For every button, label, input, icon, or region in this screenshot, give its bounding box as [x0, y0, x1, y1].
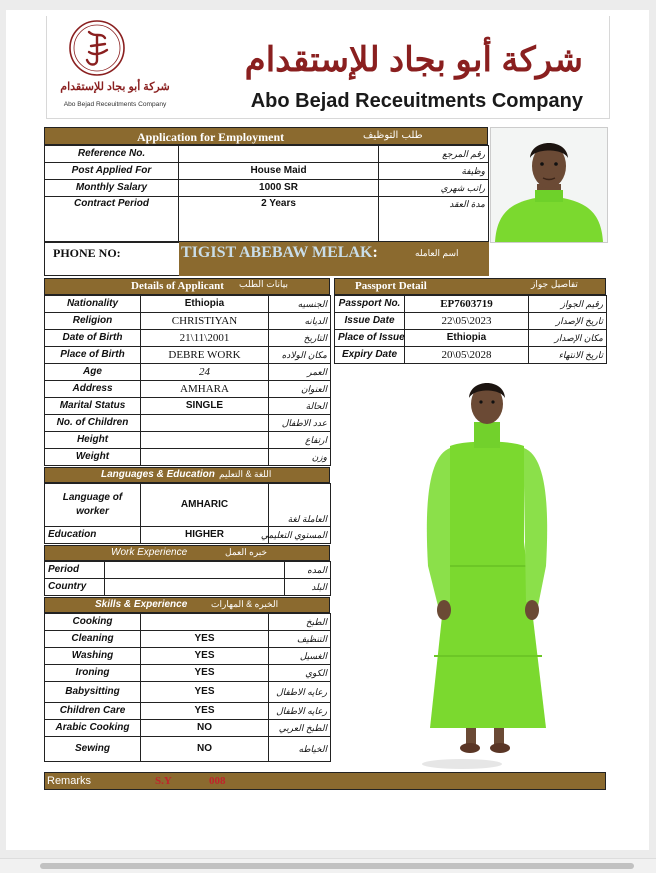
table-row [45, 614, 331, 631]
work-table [44, 561, 331, 596]
worker-name-text: TIGIST ABEBAW MELAK [181, 244, 373, 261]
phone-name-row [44, 242, 488, 276]
languages-table [44, 483, 331, 544]
arabic-cooking-label: Arabic Cooking [45, 720, 141, 737]
worker-name [181, 244, 378, 262]
cooking-label-arabic: الطبخ [269, 614, 331, 631]
education-label-arabic: المستوي التعليمي [269, 527, 331, 544]
company-name-english: Abo Bejad Receuitments Company [250, 90, 583, 112]
table-row [45, 330, 331, 347]
reference-label: Reference No. [45, 146, 179, 163]
marital-label: Marital Status [45, 398, 141, 415]
washing-value: YES [141, 648, 269, 665]
full-body-illustration-icon [334, 366, 606, 772]
address-value: AMHARA [141, 381, 269, 398]
country-value [105, 579, 285, 596]
passport-details-header [334, 278, 606, 295]
application-header [44, 127, 488, 145]
nationality-value: Ethiopia [141, 296, 269, 313]
languages-title: Languages & Education [101, 469, 215, 480]
table-row [335, 313, 607, 330]
address-label: Address [45, 381, 141, 398]
birthplace-value: DEBRE WORK [141, 347, 269, 364]
issue-place-value: Ethiopia [405, 330, 529, 347]
remarks-bar [44, 772, 606, 790]
table-row [45, 665, 331, 682]
post-label-arabic: وظيفة [379, 163, 489, 180]
post-label: Post Applied For [45, 163, 179, 180]
religion-label-arabic: الديانه [269, 313, 331, 330]
table-row [45, 720, 331, 737]
religion-value: CHRISTIYAN [141, 313, 269, 330]
table-row [45, 631, 331, 648]
contract-value: 2 Years [179, 197, 379, 242]
table-row [45, 347, 331, 364]
applicant-full-body-photo [334, 366, 606, 772]
washing-label: Washing [45, 648, 141, 665]
table-row [45, 682, 331, 703]
period-value [105, 562, 285, 579]
table-row [45, 381, 331, 398]
company-logo-icon [65, 18, 129, 78]
age-label: Age [45, 364, 141, 381]
scrollbar-thumb[interactable] [40, 863, 634, 869]
applicant-details-title: Details of Applicant [131, 280, 224, 292]
logo-english-text: Abo Bejad Receuitments Company [63, 101, 167, 108]
passport-no-label: Passport No. [335, 296, 405, 313]
children-care-label-arabic: رعايه الاطفال [269, 703, 331, 720]
birthplace-label: Place of Birth [45, 347, 141, 364]
language-label-arabic: العاملة لغة [269, 484, 331, 527]
worker-name-colon: : [372, 244, 378, 261]
marital-label-arabic: الحالة [269, 398, 331, 415]
marital-value: SINGLE [141, 398, 269, 415]
arabic-cooking-label-arabic: الطبخ العربي [269, 720, 331, 737]
age-value: 24 [141, 364, 269, 381]
address-label-arabic: العنوان [269, 381, 331, 398]
passport-no-label-arabic: رقيم الجواز [529, 296, 607, 313]
weight-value [141, 449, 269, 466]
babysitting-value: YES [141, 682, 269, 703]
ironing-label: Ironing [45, 665, 141, 682]
passport-details-title-arabic: تفاصيل جواز [531, 280, 578, 290]
height-label-arabic: ارتفاع [269, 432, 331, 449]
children-value [141, 415, 269, 432]
table-row [45, 484, 331, 527]
table-row [45, 180, 489, 197]
issue-place-label-arabic: مكان الإصدار [529, 330, 607, 347]
period-label-arabic: المده [285, 562, 331, 579]
dob-label: Date of Birth [45, 330, 141, 347]
company-name-arabic: شركة أبو بجاد للإستقدام [244, 41, 583, 79]
ironing-label-arabic: الكوي [269, 665, 331, 682]
applicant-table [44, 295, 331, 466]
portrait-illustration-icon [491, 128, 607, 242]
nationality-label-arabic: الجنسيه [269, 296, 331, 313]
dob-value: 21\11\2001 [141, 330, 269, 347]
cooking-value [141, 614, 269, 631]
contract-label: Contract Period [45, 197, 179, 242]
table-row [45, 703, 331, 720]
skills-header [44, 597, 330, 613]
applicant-portrait-photo [490, 127, 608, 243]
contract-label-arabic: مدة العقد [379, 197, 489, 242]
salary-value: 1000 SR [179, 180, 379, 197]
sewing-label: Sewing [45, 737, 141, 762]
salary-label: Monthly Salary [45, 180, 179, 197]
expiry-date-label-arabic: تاريخ الانتهاء [529, 347, 607, 364]
issue-date-value: 22\05\2023 [405, 313, 529, 330]
cooking-label: Cooking [45, 614, 141, 631]
remarks-number: 008 [209, 775, 226, 787]
babysitting-label: Babysitting [45, 682, 141, 703]
passport-table [334, 295, 607, 364]
table-row [45, 296, 331, 313]
company-header [46, 16, 610, 119]
application-title-arabic: طلب التوظيف [363, 130, 423, 141]
children-care-value: YES [141, 703, 269, 720]
language-label: Language of worker [45, 484, 141, 527]
work-title-arabic: خبره العمل [225, 547, 268, 557]
languages-header [44, 467, 330, 483]
post-value: House Maid [179, 163, 379, 180]
country-label-arabic: البلد [285, 579, 331, 596]
issue-date-label: Issue Date [335, 313, 405, 330]
phone-label: PHONE NO: [53, 246, 121, 260]
weight-label-arabic: وزن [269, 449, 331, 466]
reference-value [179, 146, 379, 163]
work-title: Work Experience [111, 547, 188, 558]
skills-title-arabic: الخبره & المهارات [211, 599, 279, 609]
sewing-label-arabic: الخياطه [269, 737, 331, 762]
cleaning-label: Cleaning [45, 631, 141, 648]
dob-label-arabic: التاريخ [269, 330, 331, 347]
table-row [45, 562, 331, 579]
table-row [45, 527, 331, 544]
table-row [45, 648, 331, 665]
country-label: Country [45, 579, 105, 596]
sewing-value: NO [141, 737, 269, 762]
logo-arabic-text: شركة أبو بجاد للإستقدام [60, 81, 170, 93]
passport-no-value: EP7603719 [405, 296, 529, 313]
washing-label-arabic: الغسيل [269, 648, 331, 665]
application-table [44, 145, 489, 242]
table-row [45, 313, 331, 330]
cleaning-label-arabic: التنظيف [269, 631, 331, 648]
table-row [45, 197, 489, 242]
application-title: Application for Employment [137, 130, 285, 144]
table-row [45, 432, 331, 449]
applicant-details-header [44, 278, 330, 295]
table-row [45, 415, 331, 432]
weight-label: Weight [45, 449, 141, 466]
table-row [335, 347, 607, 364]
worker-name-box [179, 242, 489, 276]
expiry-date-value: 20\05\2028 [405, 347, 529, 364]
work-header [44, 545, 330, 561]
worker-name-label-arabic: اسم العامله [415, 248, 459, 258]
table-row [335, 296, 607, 313]
height-label: Height [45, 432, 141, 449]
table-row [45, 449, 331, 466]
table-row [45, 364, 331, 381]
arabic-cooking-value: NO [141, 720, 269, 737]
cleaning-value: YES [141, 631, 269, 648]
birthplace-label-arabic: مكان الولاده [269, 347, 331, 364]
education-label: Education [45, 527, 141, 544]
children-label: No. of Children [45, 415, 141, 432]
passport-details-title: Passport Detail [355, 280, 427, 292]
ironing-value: YES [141, 665, 269, 682]
remarks-sy: S.Y [155, 775, 172, 787]
table-row [335, 330, 607, 347]
period-label: Period [45, 562, 105, 579]
language-value: AMHARIC [141, 484, 269, 527]
remarks-label: Remarks [47, 775, 92, 787]
table-row [45, 579, 331, 596]
applicant-details-title-arabic: بيانات الطلب [239, 280, 288, 290]
children-care-label: Children Care [45, 703, 141, 720]
age-label-arabic: العمر [269, 364, 331, 381]
issue-place-label: Place of Issue [335, 330, 405, 347]
table-row [45, 398, 331, 415]
height-value [141, 432, 269, 449]
languages-title-arabic: اللغة & التعليم [219, 469, 272, 479]
horizontal-scrollbar[interactable] [0, 858, 656, 873]
children-label-arabic: عدد الاطفال [269, 415, 331, 432]
expiry-date-label: Expiry Date [335, 347, 405, 364]
reference-label-arabic: رقم المرجع [379, 146, 489, 163]
table-row [45, 737, 331, 762]
religion-label: Religion [45, 313, 141, 330]
babysitting-label-arabic: رعايه الاطفال [269, 682, 331, 703]
issue-date-label-arabic: تاريخ الإصدار [529, 313, 607, 330]
skills-table [44, 613, 331, 762]
salary-label-arabic: راتب شهري [379, 180, 489, 197]
nationality-label: Nationality [45, 296, 141, 313]
skills-title: Skills & Experience [95, 599, 188, 610]
table-row [45, 146, 489, 163]
table-row [45, 163, 489, 180]
education-value: HIGHER [141, 527, 269, 544]
